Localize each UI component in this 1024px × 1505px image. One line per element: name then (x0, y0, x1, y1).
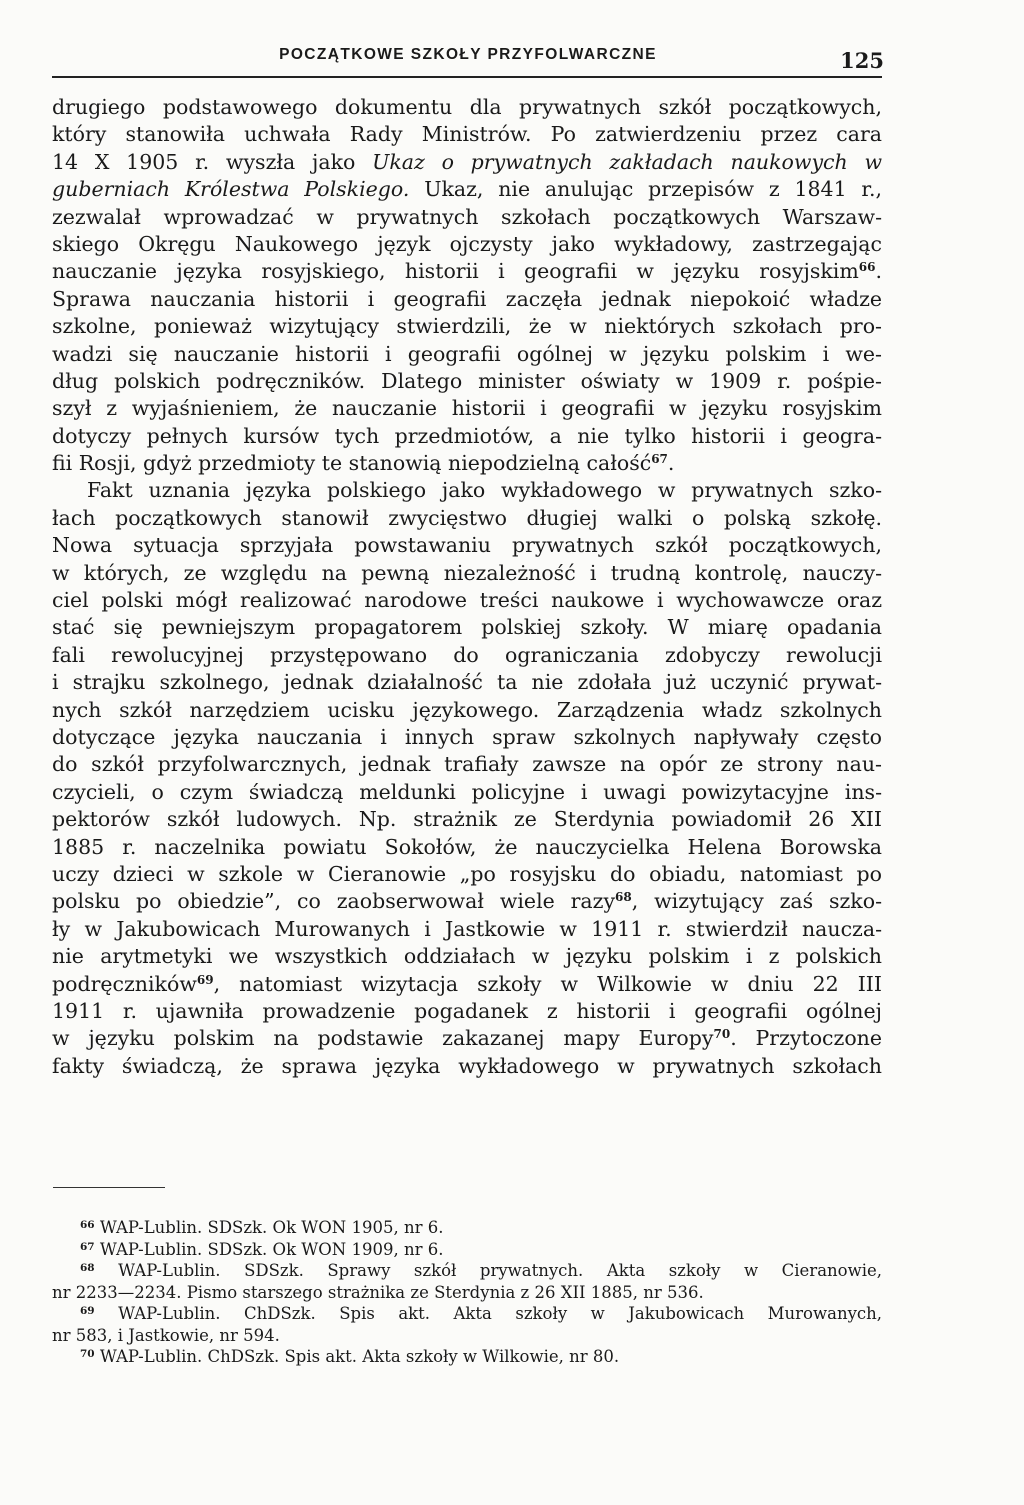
text-line: w których, ze względu na pewną niezależność i trudną kontrolę, nauczy- (52, 560, 882, 585)
footnote-number: 69 (80, 1305, 95, 1317)
footnote: $^{68}$ WAP-Lublin. SDSzk. Sprawy szkół prywatnych. Akta szkoły w Cieranowie, (80, 1261, 882, 1280)
footnote-number: 67 (80, 1240, 95, 1253)
text-line: guberniach Królestwa Polskiego. Ukaz, nie anulując przepisów z 1841 r., (52, 177, 882, 202)
text-line: który stanowiła uchwała Rady Ministrów. Po zatwierdzeniu przez cara (52, 122, 882, 147)
footnote-number: 68 (80, 1262, 95, 1274)
text-line: Sprawa nauczania historii i geografii zaczęła jednak niepokoić władze (52, 286, 882, 311)
footnote-continuation: nr 2233—2234. Pismo starszego strażnika ze Sterdynia z 26 XII 1885, nr 536. (52, 1282, 704, 1302)
text-line: skiego Okręgu Naukowego język ojczysty jako wykładowy, zastrzegając (52, 231, 882, 256)
text-line: nie arytmetyki we wszystkich oddziałach w języku polskim i z polskich (52, 944, 882, 969)
text-line: podręczników$^{69}$, natomiast wizytacja szkoły w Wilkowie w dniu 22 III (52, 971, 882, 996)
text-line: fii Rosji, gdyż przedmioty te stanowią niepodzielną całość$^{67}$. (52, 451, 675, 476)
text-line: Fakt uznania języka polskiego jako wykładowego w prywatnych szko- (87, 478, 882, 503)
text-line: i strajku szkolnego, jednak działalność ta nie zdołała już uczynić prywat- (52, 670, 882, 695)
text-line: drugiego podstawowego dokumentu dla prywatnych szkół początkowych, (52, 95, 882, 119)
text-line: pektorów szkół ludowych. Np. strażnik ze Sterdynia powiadomił 26 XII (52, 807, 882, 832)
footnote-number: 70 (80, 1348, 95, 1360)
footnote-continuation: nr 583, i Jastkowie, nr 594. (52, 1325, 280, 1345)
body-text (52, 94, 882, 1080)
italic-title: Ukaz o prywatnych zakładach naukowych w (372, 149, 883, 174)
text-line: 14 X 1905 r. wyszła jako Ukaz o prywatnych zakładach naukowych w (52, 149, 883, 174)
footnote: $^{70}$ WAP-Lublin. ChDSzk. Spis akt. Akta szkoły w Wilkowie, nr 80. (80, 1347, 620, 1366)
footnote: $^{66}$ WAP-Lublin. SDSzk. Ok WON 1905, nr 6. (80, 1218, 444, 1237)
text-line: szył z wyjaśnieniem, że nauczanie historii i geografii w języku rosyjskim (52, 396, 882, 421)
footnote-number: 66 (80, 1219, 95, 1231)
text-line: do szkół przyfolwarcznych, jednak trafiały zawsze na opór ze strony nau- (52, 752, 882, 777)
text-line: fakty świadczą, że sprawa języka wykładowego w prywatnych szkołach (52, 1053, 882, 1078)
text-line: zezwalał wprowadzać w prywatnych szkołach początkowych Warszaw- (52, 204, 882, 229)
text-line: 1885 r. naczelnika powiatu Sokołów, że nauczycielka Helena Borowska (52, 834, 882, 859)
page-number: 125 (840, 48, 884, 73)
text-line: ciel polski mógł realizować narodowe treści naukowe i wychowawcze oraz (52, 588, 882, 613)
text-line: Nowa sytuacja sprzyjała powstawaniu prywatnych szkół początkowych, (52, 533, 882, 558)
text-line: szkolne, ponieważ wizytujący stwierdzili, że w niektórych szkołach pro- (52, 314, 882, 339)
footnote: $^{69}$ WAP-Lublin. ChDSzk. Spis akt. Akta szkoły w Jakubowicach Murowanych, (80, 1304, 883, 1323)
italic-title: guberniach Królestwa Polskiego. (52, 177, 410, 202)
footnote-ref: 68 (615, 890, 632, 905)
text-line: 1911 r. ujawniła prowadzenie pogadanek z historii i geografii ogólnej (52, 998, 882, 1023)
footnote-ref: 69 (196, 972, 214, 987)
text-line: stać się pewniejszym propagatorem polskiej szkoły. W miarę opadania (52, 615, 882, 640)
text-line: wadzi się nauczanie historii i geografii ogólnej w języku polskim i we- (52, 341, 882, 366)
header-rule (52, 76, 882, 78)
footnote-ref: 70 (713, 1027, 731, 1042)
text-line: nauczanie języka rosyjskiego, historii i geografii w języku rosyjskim$^{66}$. (52, 259, 882, 284)
footnote-ref: 67 (651, 452, 668, 467)
text-line: polsku po obiedzie”, co zaobserwował wiele razy$^{68}$, wizytujący zaś szko- (52, 889, 882, 914)
text-line: dotyczy pełnych kursów tych przedmiotów, a nie tylko historii i geogra- (52, 423, 882, 448)
text-line: czycieli, o czym świadczą meldunki policyjne i uwagi powizytacyjne ins- (52, 779, 882, 804)
text-line: ły w Jakubowicach Murowanych i Jastkowie w 1911 r. stwierdził naucza- (52, 916, 882, 941)
text-line: łach początkowych stanowił zwycięstwo długiej walki o polską szkołę. (52, 505, 882, 530)
footnotes (52, 1217, 882, 1368)
text-line: nych szkół narzędziem ucisku językowego. Zarządzenia władz szkolnych (52, 697, 882, 722)
running-title: POCZĄTKOWE SZKOŁY PRZYFOLWARCZNE (279, 46, 657, 63)
text-line: dług polskich podręczników. Dlatego minister oświaty w 1909 r. pośpie- (52, 368, 882, 393)
text-line: fali rewolucyjnej przystępowano do ograniczania zdobyczy rewolucji (52, 642, 882, 667)
page-header (52, 46, 884, 76)
text-line: uczy dzieci w szkole w Cieranowie „po rosyjsku do obiadu, natomiast po (52, 861, 882, 886)
footnote: $^{67}$ WAP-Lublin. SDSzk. Ok WON 1909, nr 6. (80, 1239, 444, 1259)
text-line: dotyczące języka nauczania i innych spraw szkolnych napływały często (52, 724, 882, 749)
footnote-ref: 66 (858, 260, 876, 275)
footnote-separator (53, 1187, 165, 1188)
text-line: w języku polskim na podstawie zakazanej mapy Europy$^{70}$. Przytoczone (52, 1026, 883, 1051)
